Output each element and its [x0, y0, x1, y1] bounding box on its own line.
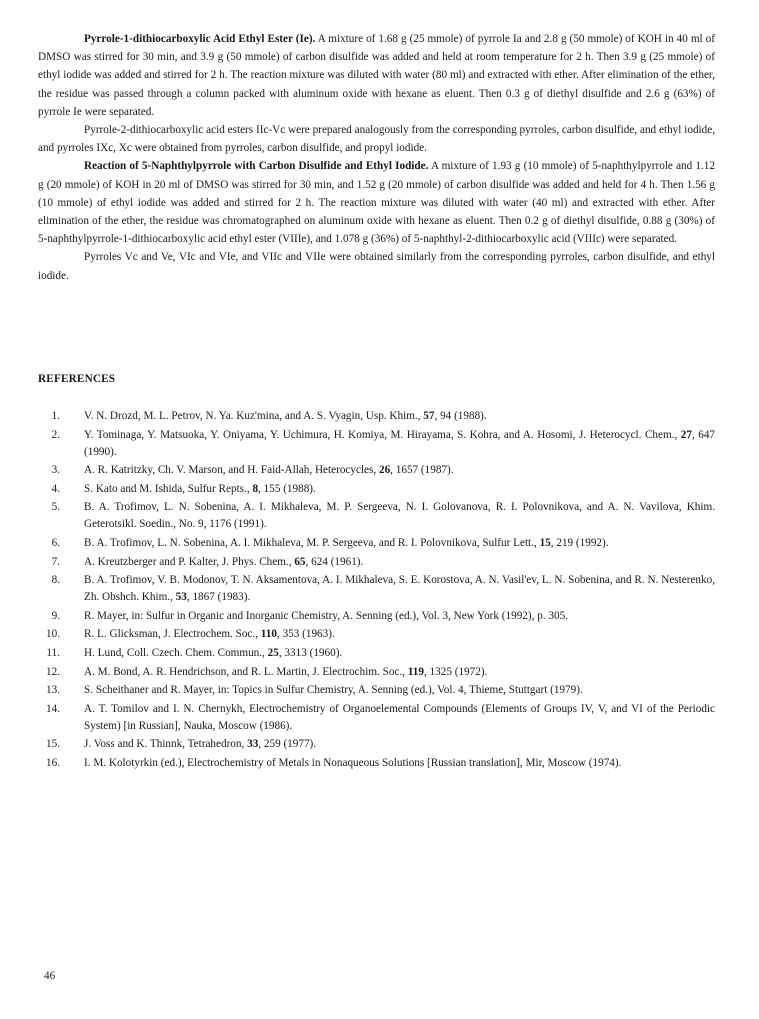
reference-text	[84, 645, 715, 662]
reference-citation: A. Kreutzberger and P. Kalter, J. Phys. Chem.,	[84, 555, 295, 568]
paragraph-text: A mixture of 1.93 g (10 mmole) of 5-naphthylpyrrole and 1.12 g (20 mmole) of KOH in 20 ml of DMSO was stirred for 30 min, and 1.52 g (20 mmole) of carbon disulfide was added and held for 4 h. Then 1.56 g (10 mmole) of ethyl iodide was added and stirred for 2 h. The reaction mixture was diluted with water (40 ml) and extracted with ether. After elimination of the ether, the residue was chromatographed on aluminum oxide with hexane as eluent. Then 0.2 g of diethyl disulfide, 0.88 g (30%) of 5-naphthylpyrrole-1-dithiocarboxylic acid ethyl ester (VIIIe), and 1.078 g (36%) of 5-naphthyl-2-dithiocarboxylic acid (VIIIc) were separated.	[38, 160, 715, 246]
paragraph-esters-analogous	[38, 121, 715, 157]
reference-number: 14.	[46, 702, 60, 715]
reference-volume: 27	[680, 428, 692, 441]
references-heading: REFERENCES	[38, 373, 116, 385]
reference-item	[38, 462, 715, 479]
reference-pages: , 1325 (1972).	[423, 665, 488, 678]
experimental-section	[38, 30, 715, 285]
reference-item	[38, 701, 715, 735]
reference-text	[84, 572, 715, 606]
reference-item	[38, 755, 715, 772]
reference-citation: B. A. Trofimov, V. B. Modonov, T. N. Aksamentova, A. I. Mikhaleva, S. E. Korostova, A. N. Vasil'ev, L. N. Sobenina, and R. N. Nesterenko, Zh. Obshch. Khim.,	[84, 574, 715, 604]
reference-number: 4.	[51, 482, 60, 495]
reference-volume: 25	[267, 646, 279, 659]
reference-number: 12.	[46, 665, 60, 678]
reference-item	[38, 499, 715, 533]
reference-pages: , 259 (1977).	[258, 738, 317, 751]
reference-pages: , 219 (1992).	[550, 536, 609, 549]
reference-item	[38, 608, 715, 625]
paragraph-pyrroles-similar	[38, 248, 715, 284]
reference-text	[84, 701, 715, 735]
reference-citation: A. T. Tomilov and I. N. Chernykh, Electrochemistry of Organoelemental Compounds (Elements of Groups IV, V, and VI of the Periodic System) [in Russian], Nauka, Moscow (1986).	[84, 702, 715, 732]
reference-number: 6.	[51, 536, 60, 549]
reference-item	[38, 682, 715, 699]
paragraph-naphthylpyrrole-reaction	[38, 157, 715, 248]
reference-volume: 33	[247, 738, 259, 751]
reference-item	[38, 535, 715, 552]
reference-text	[84, 408, 715, 425]
reference-number: 5.	[51, 501, 60, 514]
reference-number: 10.	[46, 628, 60, 641]
reference-number: 1.	[51, 410, 60, 422]
reference-citation: R. L. Glicksman, J. Electrochem. Soc.,	[84, 628, 261, 641]
reference-citation: S. Scheithaner and R. Mayer, in: Topics in Sulfur Chemistry, A. Senning (ed.), Vol. 4, Thieme, Stuttgart (1979).	[84, 684, 583, 697]
reference-text	[84, 554, 715, 571]
reference-volume: 57	[423, 410, 435, 422]
reference-volume: 53	[175, 591, 187, 604]
paragraph-heading: Pyrrole-1-dithiocarboxylic Acid Ethyl Ester (Ie).	[84, 33, 316, 45]
reference-pages: , 94 (1988).	[434, 410, 487, 422]
paragraph-heading: Reaction of 5-Naphthylpyrrole with Carbon Disulfide and Ethyl Iodide.	[84, 160, 429, 173]
reference-text	[84, 682, 715, 699]
reference-citation: B. A. Trofimov, L. N. Sobenina, A. I. Mikhaleva, M. P. Sergeeva, and R. I. Polovnikova, Sulfur Lett.,	[84, 536, 540, 549]
reference-item	[38, 572, 715, 606]
reference-number: 16.	[46, 756, 60, 769]
paragraph-text: A mixture of 1.68 g (25 mmole) of pyrrole Ia and 2.8 g (50 mmole) of KOH in 40 ml of DMSO was stirred for 30 min, and 3.9 g (50 mmole) of carbon disulfide was added and held at room temperature for 2 h. Then 3.9 g (25 mmole) of ethyl iodide was added and stirred for 2 h. The reaction mixture was diluted with water (80 ml) and extracted with ether. After elimination of the ether, the residue was passed through a column packed with aluminum oxide with hexane as eluent. Then 0.3 g of diethyl disulfide and 2.6 g (63%) of pyrrole Ie were separated.	[38, 33, 715, 118]
reference-pages: , 624 (1961).	[305, 555, 364, 568]
reference-item	[38, 664, 715, 681]
reference-volume: 110	[260, 628, 277, 641]
reference-citation: Y. Tominaga, Y. Matsuoka, Y. Oniyama, Y. Uchimura, H. Komiya, M. Hirayama, S. Kohra, and A. Hosomi, J. Heterocycl. Chem.,	[84, 428, 681, 441]
reference-item	[38, 427, 715, 461]
reference-text	[84, 626, 715, 643]
reference-citation: R. Mayer, in: Sulfur in Organic and Inorganic Chemistry, A. Senning (ed.), Vol. 3, New York (1992), p. 305.	[84, 609, 568, 622]
reference-number: 3.	[51, 464, 60, 477]
reference-citation: I. M. Kolotyrkin (ed.), Electrochemistry of Metals in Nonaqueous Solutions [Russian translation], Mir, Moscow (1974).	[84, 756, 622, 769]
reference-text	[84, 755, 715, 772]
reference-text	[84, 664, 715, 681]
page-number: 46	[44, 970, 56, 982]
reference-volume: 8	[252, 482, 259, 495]
reference-number: 7.	[51, 555, 60, 568]
paragraph-pyrrole-ester	[38, 30, 715, 121]
reference-pages: , 353 (1963).	[276, 628, 335, 641]
reference-number: 13.	[46, 684, 60, 697]
paragraph-text: Pyrrole-2-dithiocarboxylic acid esters IIc-Vc were prepared analogously from the corresponding pyrroles, carbon disulfide, and ethyl iodide, and pyrroles IXc, Xc were obtained from pyrroles, carbon disulfide, and propyl iodide.	[38, 124, 715, 155]
references-list	[38, 408, 715, 774]
reference-number: 15.	[46, 738, 60, 751]
reference-item	[38, 408, 715, 425]
reference-citation: B. A. Trofimov, L. N. Sobenina, A. I. Mikhaleva, M. P. Sergeeva, N. I. Golovanova, R. I. Polovnikova, and A. N. Vavilova, Khim. Geterotsikl. Soedin., No. 9, 1176 (1991).	[84, 501, 715, 531]
reference-item	[38, 481, 715, 498]
reference-text	[84, 481, 715, 498]
reference-text	[84, 499, 715, 533]
reference-item	[38, 736, 715, 753]
reference-text	[84, 736, 715, 753]
reference-item	[38, 554, 715, 571]
reference-citation: H. Lund, Coll. Czech. Chem. Commun.,	[84, 646, 268, 659]
paragraph-text: Pyrroles Vc and Ve, VIc and VIe, and VIIc and VIIe were obtained similarly from the corresponding pyrroles, carbon disulfide, and ethyl iodide.	[38, 251, 715, 282]
reference-volume: 119	[407, 665, 424, 678]
reference-volume: 26	[378, 464, 391, 477]
reference-number: 2.	[51, 428, 60, 441]
reference-pages: , 3313 (1960).	[278, 646, 343, 659]
reference-citation: A. R. Katritzky, Ch. V. Marson, and H. Faid-Allah, Heterocycles,	[84, 464, 379, 477]
reference-text	[84, 608, 715, 625]
reference-pages: , 1867 (1983).	[186, 591, 251, 604]
reference-number: 8.	[51, 574, 60, 587]
reference-text	[84, 427, 715, 461]
reference-citation: S. Kato and M. Ishida, Sulfur Repts.,	[84, 482, 253, 495]
reference-pages: , 647 (1990).	[84, 428, 716, 458]
reference-citation: V. N. Drozd, M. L. Petrov, N. Ya. Kuz'mina, and A. S. Vyagin, Usp. Khim.,	[84, 410, 424, 422]
reference-text	[84, 462, 715, 479]
reference-citation: A. M. Bond, A. R. Hendrichson, and R. L. Martin, J. Electrochim. Soc.,	[84, 665, 408, 678]
reference-number: 9.	[51, 609, 60, 622]
reference-number: 11.	[46, 646, 60, 659]
reference-text	[84, 535, 715, 552]
reference-item	[38, 645, 715, 662]
reference-citation: J. Voss and K. Thinnk, Tetrahedron,	[84, 738, 248, 751]
reference-volume: 65	[294, 555, 306, 568]
reference-pages: , 1657 (1987).	[390, 464, 454, 477]
reference-volume: 15	[539, 536, 551, 549]
reference-item	[38, 626, 715, 643]
reference-pages: , 155 (1988).	[258, 482, 316, 495]
